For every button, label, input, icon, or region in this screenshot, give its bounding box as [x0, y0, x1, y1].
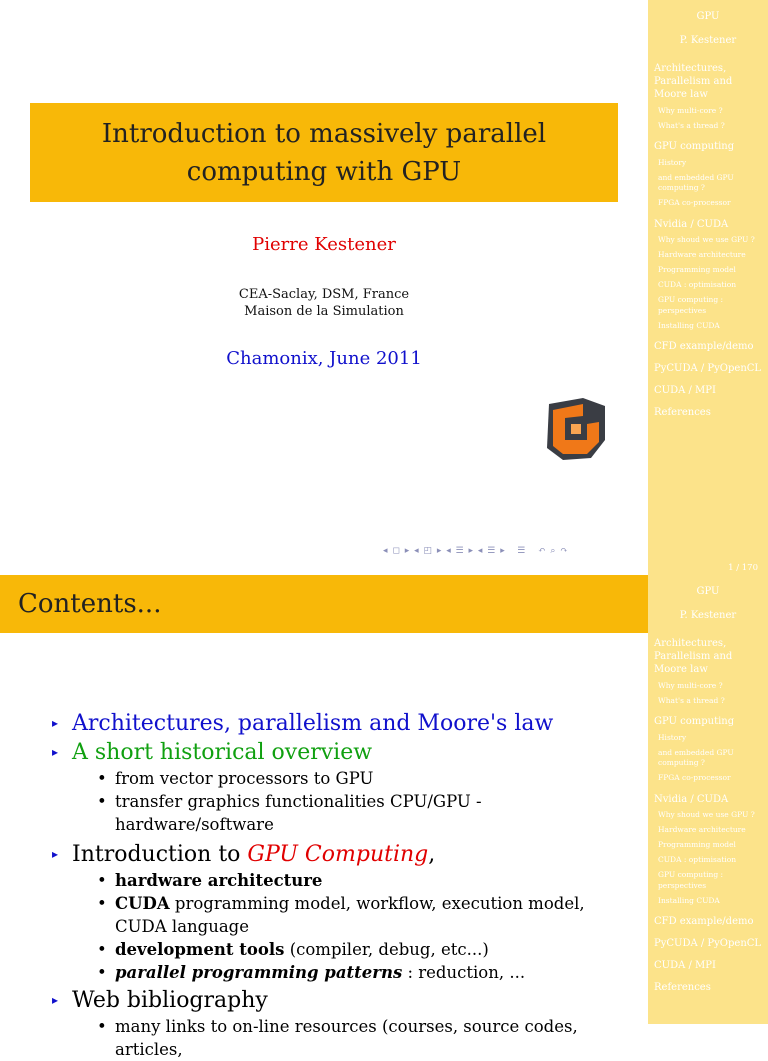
navigation-sidebar	[648, 0, 768, 575]
sidebar-sub-perspectives[interactable]: GPU computing : perspectives	[658, 295, 724, 315]
list-subitem	[50, 767, 630, 790]
bullet-dot-icon: •	[97, 894, 107, 913]
sidebar-sub-fpga[interactable]: FPGA co-processor	[658, 198, 731, 207]
contents-list	[50, 709, 630, 1061]
list-subitem	[50, 938, 630, 961]
triangle-bullet-icon: ▸	[52, 716, 59, 730]
sidebar-section-references[interactable]: References	[654, 407, 711, 418]
list-item	[50, 738, 630, 767]
triangle-bullet-icon: ▸	[52, 745, 59, 759]
list-subitem	[50, 790, 630, 836]
sidebar-section-nvidia-cuda[interactable]: Nvidia / CUDA	[654, 793, 729, 805]
sidebar-section-nvidia-cuda[interactable]: Nvidia / CUDA	[654, 218, 729, 230]
sidebar-title[interactable]: GPU	[696, 586, 720, 597]
list-item	[50, 840, 630, 869]
sidebar-section-pycuda[interactable]: PyCUDA / PyOpenCL	[654, 938, 762, 949]
sidebar-sub-history[interactable]: History	[658, 732, 687, 742]
web-bibliography: Web bibliography	[72, 988, 268, 1013]
triangle-bullet-icon: ▸	[52, 993, 59, 1007]
sidebar-sub-why-multicore[interactable]: Why multi-core ?	[658, 680, 723, 690]
institution-line-1: CEA-Saclay, DSM, France	[238, 287, 410, 302]
sidebar-sub-embedded-gpu[interactable]: and embedded GPU computing ?	[658, 747, 734, 767]
contents-link-history[interactable]: A short historical overview	[72, 740, 373, 765]
sidebar-sub-why-gpu[interactable]: Why shoud we use GPU ?	[658, 810, 755, 819]
list-item	[50, 986, 630, 1015]
sidebar-sub-why-multicore[interactable]: Why multi-core ?	[658, 105, 723, 115]
sidebar-sub-programming-model[interactable]: Programming model	[658, 265, 736, 274]
list-subitem	[50, 1015, 630, 1061]
subitem-cuda-bold: CUDA	[115, 894, 170, 913]
subitem-text: many links to on-line resources (courses, source codes, articles,	[115, 1017, 578, 1059]
sidebar-section-gpu-computing[interactable]: GPU computing	[654, 716, 735, 727]
bullet-dot-icon: •	[97, 792, 107, 811]
sidebar-sub-optimisation[interactable]: CUDA : optimisation	[658, 280, 737, 289]
intro-suffix: ,	[428, 842, 436, 867]
institution-line-2: Maison de la Simulation	[244, 304, 404, 319]
sidebar-sub-fpga[interactable]: FPGA co-processor	[658, 773, 731, 782]
sidebar-sub-whats-a-thread[interactable]: What's a thread ?	[658, 695, 725, 705]
subitem-cuda-rest: programming model, workflow, execution model, CUDA language	[115, 894, 585, 936]
list-item	[50, 709, 630, 738]
subitem-ppp-rest: : reduction, ...	[402, 963, 526, 982]
sidebar-section-references[interactable]: References	[654, 982, 711, 993]
contents-link-architectures[interactable]: Architectures, parallelism and Moore's law	[72, 711, 554, 736]
bullet-dot-icon: •	[97, 963, 107, 982]
title-box	[30, 103, 618, 202]
author-name: Pierre Kestener	[252, 234, 396, 255]
beamer-navigation-symbols[interactable]: ◂ ◻ ▸ ◂ ◰ ▸ ◂ ☰ ▸ ◂ ☰ ▸ ☰ ↶ ⌕ ↷	[383, 546, 569, 556]
triangle-bullet-icon: ▸	[52, 847, 59, 861]
sidebar-sub-hardware[interactable]: Hardware architecture	[658, 825, 746, 834]
sidebar-section-gpu-computing[interactable]: GPU computing	[654, 141, 735, 152]
subitem-hardware: hardware architecture	[115, 871, 323, 890]
sidebar-sub-history[interactable]: History	[658, 157, 687, 167]
page-number: 1 / 170	[728, 563, 758, 573]
subitem-dev-bold: development tools	[115, 940, 285, 959]
maison-de-la-simulation-logo	[543, 396, 609, 462]
sidebar-sub-optimisation[interactable]: CUDA : optimisation	[658, 855, 737, 864]
subitem-text: transfer graphics functionalities CPU/GPU - hardware/software	[115, 792, 482, 834]
subitem-dev-rest: (compiler, debug, etc...)	[284, 940, 489, 959]
sidebar-section-cfd[interactable]: CFD example/demo	[654, 916, 754, 927]
sidebar-section-pycuda[interactable]: PyCUDA / PyOpenCL	[654, 363, 762, 374]
sidebar-author[interactable]: P. Kestener	[679, 610, 737, 621]
title-line-2: computing with GPU	[186, 156, 462, 187]
sidebar-sub-hardware[interactable]: Hardware architecture	[658, 250, 746, 259]
sidebar-sub-installing-cuda[interactable]: Installing CUDA	[658, 320, 720, 330]
list-subitem	[50, 869, 630, 892]
subitem-text: from vector processors to GPU	[115, 769, 374, 788]
sidebar-sub-embedded-gpu[interactable]: and embedded GPU computing ?	[658, 172, 734, 192]
bullet-dot-icon: •	[97, 940, 107, 959]
contents-slide	[0, 575, 768, 1059]
sidebar-section-cfd[interactable]: CFD example/demo	[654, 341, 754, 352]
intro-prefix: Introduction to	[72, 842, 248, 867]
sidebar-section-architectures[interactable]: Architectures, Parallelism and Moore law	[654, 638, 733, 675]
sidebar-section-cuda-mpi[interactable]: CUDA / MPI	[654, 960, 716, 971]
sidebar-title[interactable]: GPU	[696, 11, 720, 22]
list-subitem	[50, 892, 630, 938]
talk-date: Chamonix, June 2011	[226, 348, 422, 369]
frame-title-bar	[0, 575, 648, 633]
sidebar-sub-programming-model[interactable]: Programming model	[658, 840, 736, 849]
intro-emphasis: GPU Computing	[247, 842, 429, 867]
bullet-dot-icon: •	[97, 1017, 107, 1036]
navigation-sidebar	[648, 575, 768, 1024]
sidebar-sub-perspectives[interactable]: GPU computing : perspectives	[658, 870, 724, 890]
list-subitem	[50, 961, 630, 984]
sidebar-author[interactable]: P. Kestener	[679, 35, 737, 46]
title-line-1: Introduction to massively parallel	[101, 118, 547, 149]
sidebar-section-architectures[interactable]: Architectures, Parallelism and Moore law	[654, 63, 733, 100]
sidebar-sub-whats-a-thread[interactable]: What's a thread ?	[658, 120, 725, 130]
subitem-ppp-bold: parallel programming patterns	[115, 963, 403, 982]
sidebar-sub-why-gpu[interactable]: Why shoud we use GPU ?	[658, 235, 755, 244]
frame-title: Contents...	[18, 589, 162, 619]
sidebar-sub-installing-cuda[interactable]: Installing CUDA	[658, 895, 720, 905]
sidebar-section-cuda-mpi[interactable]: CUDA / MPI	[654, 385, 716, 396]
bullet-dot-icon: •	[97, 871, 107, 890]
bullet-dot-icon: •	[97, 769, 107, 788]
